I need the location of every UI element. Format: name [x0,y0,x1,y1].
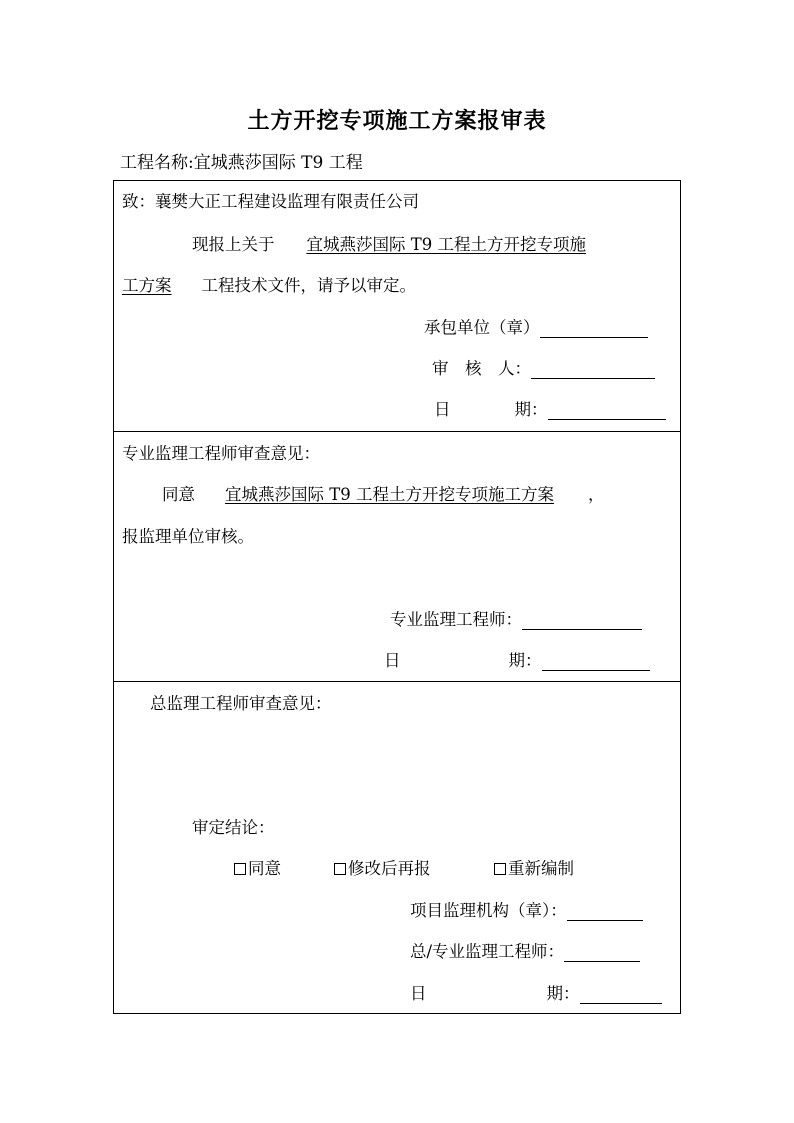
contractor-label: 承包单位（章） [424,318,540,337]
option-agree[interactable] [234,859,281,879]
org-label: 项目监理机构（章）： [410,901,567,920]
reviewer-blank[interactable] [531,362,655,379]
addressee-prefix: 致： [122,192,155,211]
reviewer-label: 审 核 人： [432,359,531,378]
addressee-company: 襄樊大正工程建设监理有限责任公司 [155,192,419,211]
engineer-label: 专业监理工程师： [390,610,522,629]
date-label-period: 期： [508,651,542,670]
option-redo-label: 重新编制 [508,859,574,878]
date-label-period: 期： [546,984,580,1003]
project-name: 工程名称:宜城燕莎国际 T9 工程 [120,153,363,173]
date-blank-2[interactable] [542,654,650,671]
org-blank[interactable] [567,904,643,921]
report-line-2 [122,276,416,296]
engineer-blank[interactable] [522,613,642,630]
agree-line-1 [162,485,605,505]
date-line-1 [434,400,666,420]
chief-label: 总/专业监理工程师： [410,942,565,961]
checkbox-revise[interactable] [334,863,346,875]
chief-line [410,942,640,962]
report-line-1 [192,235,586,255]
date-blank-1[interactable] [548,403,666,420]
conclusion-label: 审定结论： [192,818,275,837]
org-line [410,901,643,921]
contractor-blank[interactable] [540,321,648,338]
option-redo[interactable] [494,859,574,879]
form-title: 土方开挖专项施工方案报审表 [247,108,547,134]
section-divider-2 [114,681,680,682]
engineer-signature-line [390,610,642,630]
agree-comma: ， [588,485,605,504]
agree-prefix: 同意 [162,485,195,504]
option-revise-label: 修改后再报 [348,859,431,878]
chief-blank[interactable] [564,945,640,962]
report-subject-1: 宜城燕莎国际 T9 工程土方开挖专项施 [306,235,586,254]
report-suffix: 工程技术文件，请予以审定。 [201,276,416,295]
chief-heading: 总监理工程师审查意见： [150,694,332,713]
date-line-2 [384,651,650,671]
contractor-line [424,318,648,338]
engineer-heading: 专业监理工程师审查意见： [122,444,320,463]
date-label-period: 期： [514,400,548,419]
date-label-day: 日 [384,651,401,670]
report-subject-2: 工方案 [122,276,172,295]
date-line-3 [410,984,662,1004]
checkbox-redo[interactable] [494,863,506,875]
option-agree-label: 同意 [248,859,281,878]
checkbox-agree[interactable] [234,863,246,875]
form-table [113,180,681,1014]
agree-subject: 宜城燕莎国际 T9 工程土方开挖专项施工方案 [225,485,554,504]
date-label-day: 日 [434,400,451,419]
agree-line-2: 报监理单位审核。 [122,527,254,546]
date-blank-3[interactable] [580,987,662,1004]
option-revise[interactable] [334,859,431,879]
reviewer-line [432,359,655,379]
report-prefix: 现报上关于 [192,235,275,254]
addressee-line [122,192,419,212]
section-divider-1 [114,431,680,432]
date-label-day: 日 [410,984,427,1003]
